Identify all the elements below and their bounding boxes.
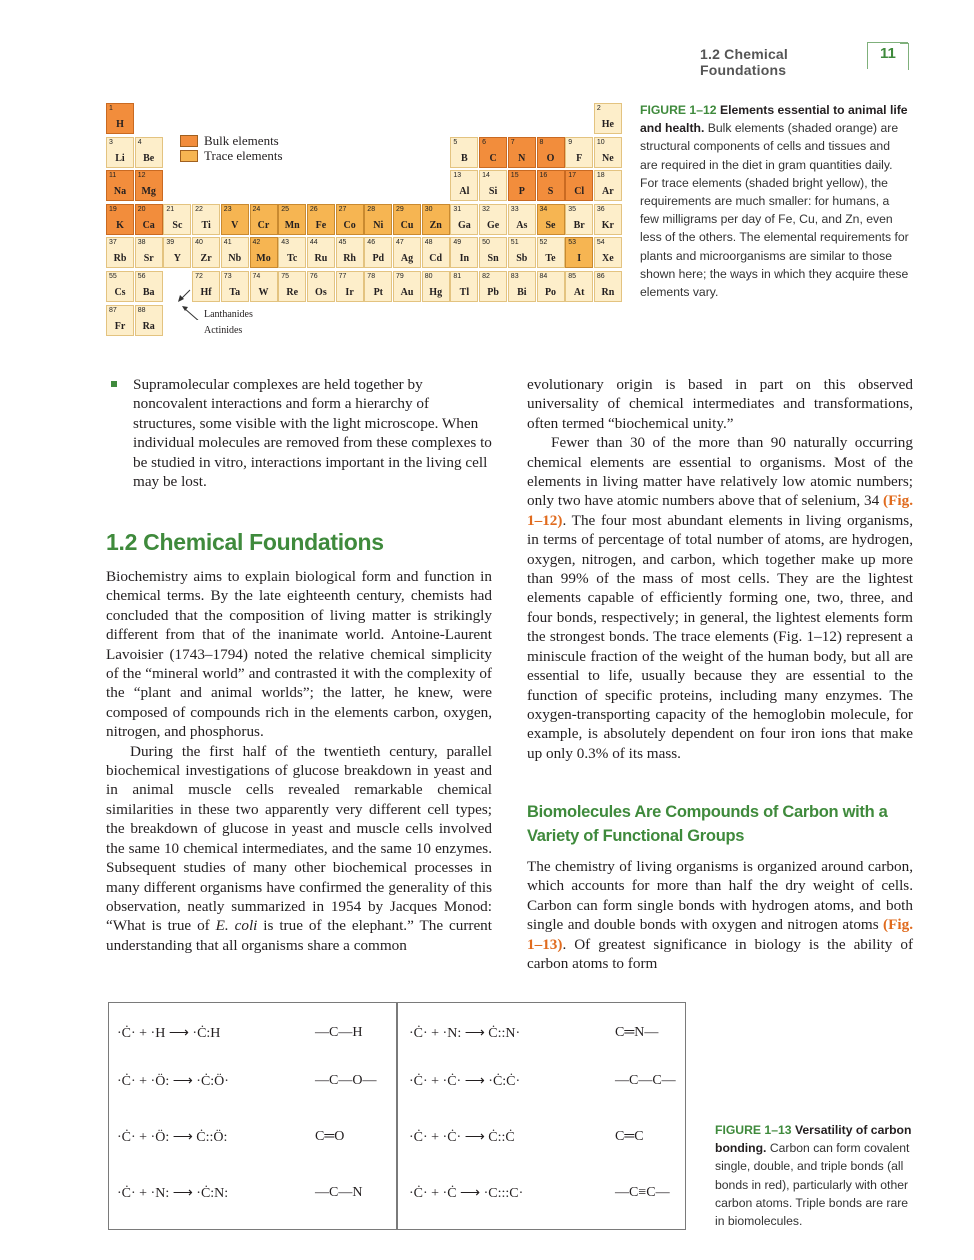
element-symbol: P: [518, 186, 525, 198]
left-bond-structure: C═O: [315, 1129, 345, 1144]
element-symbol: Co: [343, 219, 356, 231]
atomic-number: 86: [596, 273, 605, 280]
atomic-number: 53: [568, 239, 576, 247]
atomic-number: 32: [482, 205, 490, 213]
species-name: E. coli: [215, 917, 258, 935]
atomic-number: 29: [396, 205, 404, 213]
left-column: [106, 567, 492, 955]
atomic-number: 19: [109, 205, 117, 213]
element-ir: [336, 271, 364, 302]
element-si: [479, 170, 507, 201]
left-bond-structure: —C—N: [315, 1185, 363, 1200]
element-symbol: N: [518, 152, 526, 164]
element-ge: [479, 204, 507, 235]
element-ba: [135, 271, 163, 302]
left-bond-equation: ·Ċ· + ·H ⟶ ·Ċ:H: [117, 1026, 221, 1041]
element-pd: [364, 237, 392, 268]
element-symbol: At: [573, 287, 585, 298]
figure-label: FIGURE 1–12: [640, 103, 717, 117]
atomic-number: 7: [510, 138, 515, 146]
element-ca: [135, 204, 163, 235]
element-symbol: Ta: [229, 287, 241, 298]
element-symbol: C: [489, 152, 497, 164]
atomic-number: 22: [195, 205, 203, 213]
element-symbol: O: [546, 152, 555, 164]
element-h: [106, 103, 134, 134]
element-zn: [422, 204, 450, 235]
element-symbol: Ag: [400, 253, 414, 265]
atomic-number: 39: [166, 239, 175, 247]
atomic-number: 34: [539, 205, 548, 213]
element-symbol: Cl: [574, 186, 585, 198]
element-symbol: Be: [143, 152, 155, 164]
element-ni: [364, 204, 392, 235]
atomic-number: 45: [338, 239, 347, 247]
figure-title: Elements essential to animal life and health.: [640, 103, 908, 136]
element-symbol: V: [231, 219, 239, 231]
element-symbol: Tl: [459, 287, 470, 298]
subsection-heading: Biomolecules Are Compounds of Carbon with a Variety of Functional Groups: [527, 803, 888, 845]
element-se: [537, 204, 565, 235]
atomic-number: 72: [195, 273, 203, 280]
element-na: [106, 170, 134, 201]
element-rh: [336, 237, 364, 268]
element-symbol: Cu: [400, 219, 414, 231]
element-hg: [422, 271, 450, 302]
element-cr: [250, 204, 278, 235]
atomic-number: 82: [482, 273, 490, 280]
element-symbol: Y: [173, 253, 181, 265]
element-symbol: Sn: [487, 253, 499, 265]
paragraph: Biochemistry aims to explain biological form and function in chemical terms. By the late eighteenth century, chemists had concluded that the composition of living matter is strikingly different from that of the inanimate world. Antoine-Laurent Lavoisier (1743–1794) noted the relative chemical simplicity of the “mineral world” and contrasted it with the complexity of the “plant and animal worlds”; the latter, he knew, were composed of compounds rich in the elements carbon, oxygen, nitrogen, and phosphorus.: [106, 568, 492, 741]
right-bond-equation: ·Ċ· + ·Ċ· ⟶ ·Ċ:Ċ·: [409, 1074, 521, 1089]
element-pt: [364, 271, 392, 302]
atomic-number: 79: [396, 273, 404, 280]
element-co: [336, 204, 364, 235]
left-bond-equation: ·Ċ· + ·Ö: ⟶ ·Ċ:Ö·: [117, 1074, 229, 1089]
atomic-number: 48: [424, 239, 433, 247]
atomic-number: 16: [539, 172, 548, 180]
element-xe: [594, 237, 622, 268]
atomic-number: 41: [223, 239, 232, 247]
atomic-number: 9: [568, 138, 573, 146]
bullet-item: [106, 375, 492, 491]
atomic-number: 87: [109, 306, 117, 314]
atomic-number: 24: [252, 205, 261, 213]
atomic-number: 28: [367, 205, 376, 213]
legend-bulk: Bulk elements: [204, 133, 279, 148]
element-symbol: Mg: [141, 186, 156, 198]
right-bond-structure: —C≡C—: [615, 1185, 670, 1200]
element-symbol: Nb: [228, 253, 242, 265]
atomic-number: 4: [137, 138, 142, 146]
atomic-number: 37: [109, 239, 117, 247]
section-heading: 1.2 Chemical Foundations: [106, 529, 384, 555]
atomic-number: 78: [367, 273, 376, 280]
element-br: [565, 204, 593, 235]
atomic-number: 25: [281, 205, 289, 213]
element-mo: [250, 237, 278, 268]
element-fe: [307, 204, 335, 235]
text-run: The chemistry of living organisms is organized around carbon, which accounts for more than half the dry weight of cells. Carbon can form single bonds with hydrogen atoms, and both single and double bonds with oxygen and nitrogen atoms: [527, 858, 913, 934]
element-te: [537, 237, 565, 268]
atomic-number: 77: [338, 273, 347, 280]
element-mg: [135, 170, 163, 201]
element-symbol: Sb: [516, 253, 528, 265]
element-k: [106, 204, 134, 235]
element-sr: [135, 237, 163, 268]
figure-1-13-caption: [715, 1121, 915, 1230]
element-symbol: Ni: [373, 219, 384, 231]
element-symbol: Ge: [486, 219, 500, 231]
atomic-number: 44: [309, 239, 318, 247]
right-bond-equation: ·Ċ· + ·Ċ· ⟶ Ċ::Ċ: [409, 1130, 515, 1145]
element-symbol: Ne: [602, 152, 614, 164]
atomic-number: 26: [309, 205, 318, 213]
element-symbol: I: [577, 253, 582, 265]
lanthanides-label: Lanthanides: [204, 309, 253, 320]
element-ti: [192, 204, 220, 235]
atomic-number: 3: [109, 138, 113, 146]
atomic-number: 54: [596, 239, 605, 247]
figure-1-13-bonding: [108, 1002, 686, 1230]
atomic-number: 14: [482, 172, 490, 180]
element-symbol: In: [459, 253, 470, 265]
text-run: . Of greatest significance in biology is the ability of carbon atoms to form: [527, 935, 913, 973]
page-number-box: [867, 42, 908, 69]
element-symbol: Hf: [200, 287, 212, 298]
element-mn: [278, 204, 306, 235]
atomic-number: 1: [109, 105, 113, 112]
element-symbol: Zn: [429, 219, 442, 231]
paragraph: [527, 433, 913, 763]
paragraph: [106, 742, 492, 955]
left-bond-equation: ·Ċ· + ·Ö: ⟶ Ċ::Ö:: [117, 1130, 228, 1145]
element-p: [508, 170, 536, 201]
element-symbol: Sr: [143, 253, 154, 265]
element-symbol: Br: [573, 219, 585, 231]
figure-title: Versatility of carbon bonding.: [715, 1123, 912, 1156]
page-number: 11: [880, 45, 896, 62]
trace-swatch: [180, 150, 198, 162]
actinides-label: Actinides: [204, 325, 243, 336]
element-cl: [565, 170, 593, 201]
element-nb: [221, 237, 249, 268]
atomic-number: 40: [195, 239, 203, 247]
element-ga: [450, 204, 478, 235]
element-symbol: Ca: [142, 219, 155, 231]
element-symbol: Al: [459, 186, 470, 198]
left-bond-equation: ·Ċ· + ·N: ⟶ ·Ċ:N:: [117, 1186, 229, 1201]
text-run: . The four most abundant elements in living organisms, in terms of percentage of total number of atoms, are hydrogen, oxygen, nitrogen, and carbon, which together make up more than 99% of the mass of most cells. They are the lightest elements capable of efficiently forming one, two, three, and four bonds, respectively; in general, the lightest elements form the strongest bonds. The trace elements (Fig. 1–12) represent a miniscule fraction of the weight of the human body, but all are essential to life, usually because they are essential to the function of specific proteins, including many enzymes. The oxygen-transporting capacity of the hemoglobin molecule, for example, is absolutely dependent on four iron ions that make up only 0.3% of its mass.: [527, 511, 913, 762]
right-bond-structure: C═N—: [615, 1025, 659, 1040]
element-y: [163, 237, 191, 268]
paragraph: [527, 857, 913, 973]
figure-reference[interactable]: (Fig. 1–13): [527, 916, 913, 953]
element-tl: [450, 271, 478, 302]
element-symbol: Bi: [517, 287, 527, 298]
element-symbol: Se: [545, 219, 556, 231]
element-symbol: F: [576, 152, 583, 164]
element-zr: [192, 237, 220, 268]
element-symbol: W: [258, 287, 269, 298]
element-symbol: Sc: [172, 219, 183, 231]
figure-text: Bulk elements (shaded orange) are structural components of cells and tissues and are required in the diet in gram quantities daily. For trace elements (shaded bright yellow), the requirements are much smaller: for humans, a few milligrams per day of Fe, Cu, and Zn, even less of the others. The elemental requirements for plants and microorganisms are similar to those shown here; the ways in which they acquire these elements vary.: [640, 121, 909, 300]
atomic-number: 50: [482, 239, 490, 247]
element-symbol: Ga: [458, 219, 471, 231]
atomic-number: 20: [137, 205, 146, 213]
element-symbol: Os: [315, 287, 327, 298]
right-bond-equation: ·Ċ· + ·N: ⟶ Ċ::N·: [409, 1026, 521, 1041]
element-symbol: Fe: [315, 219, 327, 231]
figure-1-12-caption: [640, 101, 910, 301]
atomic-number: 35: [568, 205, 576, 213]
atomic-number: 11: [109, 172, 117, 180]
element-s: [537, 170, 565, 201]
atomic-number: 88: [137, 306, 146, 314]
figure-divider: [396, 1003, 398, 1229]
element-symbol: Re: [286, 287, 299, 298]
atomic-number: 56: [137, 273, 146, 280]
element-symbol: Rh: [343, 253, 356, 265]
atomic-number: 42: [252, 239, 261, 247]
atomic-number: 17: [568, 172, 576, 180]
element-ne: [594, 137, 622, 168]
element-symbol: S: [547, 186, 554, 198]
atomic-number: 8: [539, 138, 544, 146]
element-symbol: B: [461, 152, 468, 164]
atomic-number: 13: [453, 172, 462, 180]
element-at: [565, 271, 593, 302]
element-symbol: Hg: [429, 287, 443, 298]
left-bond-structure: —C—H: [315, 1025, 363, 1040]
atomic-number: 12: [137, 172, 146, 180]
element-be: [135, 137, 163, 168]
element-symbol: He: [601, 119, 614, 130]
atomic-number: 6: [482, 138, 486, 146]
atomic-number: 80: [424, 273, 433, 280]
figure-reference[interactable]: (Fig. 1–12): [527, 492, 913, 529]
element-w: [250, 271, 278, 302]
element-symbol: Rn: [601, 287, 615, 298]
element-po: [537, 271, 565, 302]
figure-label: FIGURE 1–13: [715, 1123, 792, 1137]
element-b: [450, 137, 478, 168]
element-symbol: Xe: [602, 253, 614, 265]
right-bond-equation: ·Ċ· + ·Ċ ⟶ ·C:::C·: [409, 1186, 524, 1201]
atomic-number: 55: [109, 273, 117, 280]
element-symbol: Pt: [373, 287, 384, 298]
legend-trace: Trace elements: [204, 148, 283, 163]
right-column-bottom: [527, 857, 913, 973]
element-rn: [594, 271, 622, 302]
element-re: [278, 271, 306, 302]
text-run: Fewer than 30 of the more than 90 naturally occurring chemical elements are essential to organisms. Most of the elements in living matter have relatively low atomic numbers; only two have atomic numbers above that of selenium, 34: [527, 434, 913, 510]
atomic-number: 10: [596, 138, 605, 146]
right-bond-structure: —C—C—: [615, 1073, 676, 1088]
element-cu: [393, 204, 421, 235]
atomic-number: 52: [539, 239, 548, 247]
figure-text: Carbon can form covalent single, double, and triple bonds (all bonds in red), particularly with other carbon atoms. Triple bonds are rare in biomolecules.: [715, 1141, 910, 1229]
element-symbol: Cd: [429, 253, 443, 265]
element-symbol: Te: [545, 253, 556, 265]
element-ru: [307, 237, 335, 268]
right-column-top: [527, 375, 913, 763]
atomic-number: 73: [223, 273, 232, 280]
element-symbol: Mn: [284, 219, 300, 231]
atomic-number: 31: [453, 205, 462, 213]
element-symbol: Zr: [200, 253, 212, 265]
element-c: [479, 137, 507, 168]
element-symbol: Cs: [114, 287, 126, 298]
element-pb: [479, 271, 507, 302]
element-ar: [594, 170, 622, 201]
periodic-table-legend: [180, 133, 283, 163]
element-symbol: Li: [115, 152, 125, 164]
atomic-number: 47: [396, 239, 404, 247]
bulk-swatch: [180, 135, 198, 147]
element-symbol: Au: [400, 287, 414, 298]
element-al: [450, 170, 478, 201]
element-fr: [106, 305, 134, 336]
atomic-number: 30: [424, 205, 433, 213]
atomic-number: 2: [596, 105, 601, 112]
atomic-number: 46: [367, 239, 376, 247]
element-symbol: H: [116, 119, 124, 130]
element-i: [565, 237, 593, 268]
atomic-number: 76: [309, 273, 318, 280]
element-symbol: Ti: [201, 219, 211, 231]
atomic-number: 38: [137, 239, 146, 247]
element-symbol: Rb: [113, 253, 127, 265]
element-kr: [594, 204, 622, 235]
right-bond-structure: C═C: [615, 1129, 644, 1144]
element-symbol: Pd: [372, 253, 385, 265]
atomic-number: 51: [510, 239, 519, 247]
atomic-number: 81: [453, 273, 462, 280]
element-symbol: Po: [544, 287, 557, 298]
running-head-title: 1.2 Chemical Foundations: [700, 46, 788, 78]
element-symbol: Cr: [257, 219, 270, 231]
element-he: [594, 103, 622, 134]
element-sc: [163, 204, 191, 235]
atomic-number: 33: [510, 205, 519, 213]
atomic-number: 85: [568, 273, 576, 280]
atomic-number: 5: [453, 138, 458, 146]
element-sb: [508, 237, 536, 268]
element-bi: [508, 271, 536, 302]
element-symbol: Kr: [601, 219, 614, 231]
element-ta: [221, 271, 249, 302]
atomic-number: 84: [539, 273, 548, 280]
element-symbol: Ra: [142, 320, 155, 332]
element-v: [221, 204, 249, 235]
element-rb: [106, 237, 134, 268]
element-symbol: Tc: [287, 253, 298, 265]
atomic-number: 75: [281, 273, 289, 280]
text-run: is true of the elephant.” The current understanding that all organisms share a common: [106, 917, 492, 954]
element-symbol: As: [516, 219, 528, 231]
element-symbol: Pb: [487, 287, 499, 298]
element-os: [307, 271, 335, 302]
element-symbol: Ar: [602, 186, 614, 198]
element-au: [393, 271, 421, 302]
atomic-number: 23: [223, 205, 232, 213]
atomic-number: 43: [281, 239, 289, 247]
atomic-number: 15: [510, 172, 519, 180]
element-cs: [106, 271, 134, 302]
left-bond-structure: —C—O—: [315, 1073, 377, 1088]
element-ra: [135, 305, 163, 336]
element-o: [537, 137, 565, 168]
element-f: [565, 137, 593, 168]
element-li: [106, 137, 134, 168]
element-symbol: Si: [488, 186, 498, 198]
atomic-number: 36: [596, 205, 605, 213]
atomic-number: 27: [338, 205, 347, 213]
element-symbol: K: [116, 219, 124, 231]
atomic-number: 21: [166, 205, 175, 213]
element-tc: [278, 237, 306, 268]
element-as: [508, 204, 536, 235]
element-symbol: Ir: [345, 287, 354, 298]
element-in: [450, 237, 478, 268]
element-symbol: Fr: [114, 320, 126, 332]
atomic-number: 49: [453, 239, 462, 247]
element-symbol: Mo: [256, 253, 271, 265]
bullet-text: Supramolecular complexes are held together by noncovalent interactions and form a hierarchy of structures, some visible with the light microscope. When individual molecules are removed from these complexes to be studied in vitro, interactions important in the living cell may be lost.: [133, 376, 492, 491]
element-sn: [479, 237, 507, 268]
bullet-square-icon: [111, 381, 117, 387]
paragraph: evolutionary origin is based in part on this observed universality of chemical intermediates and transformations, often termed “biochemical unity.”: [527, 376, 913, 432]
element-symbol: Na: [113, 186, 127, 198]
element-cd: [422, 237, 450, 268]
element-symbol: Ru: [314, 253, 328, 265]
element-symbol: Ba: [142, 287, 155, 298]
running-head: [700, 42, 920, 78]
element-n: [508, 137, 536, 168]
atomic-number: 83: [510, 273, 519, 280]
element-ag: [393, 237, 421, 268]
atomic-number: 74: [252, 273, 261, 280]
atomic-number: 18: [596, 172, 605, 180]
text-run: During the first half of the twentieth century, parallel biochemical investigations of glucose breakdown in yeast and in animal muscle cells revealed remarkable chemical similarities in these two apparently very different cell types; the breakdown of glucose in yeast and muscle cells involved the same 10 chemical intermediates, and the same 10 enzymes. Subsequent studies of many other biochemical processes in many different organisms have confirmed the generality of this observation, neatly summarized in 1954 by Jacques Monod: “What is true of: [106, 742, 492, 935]
